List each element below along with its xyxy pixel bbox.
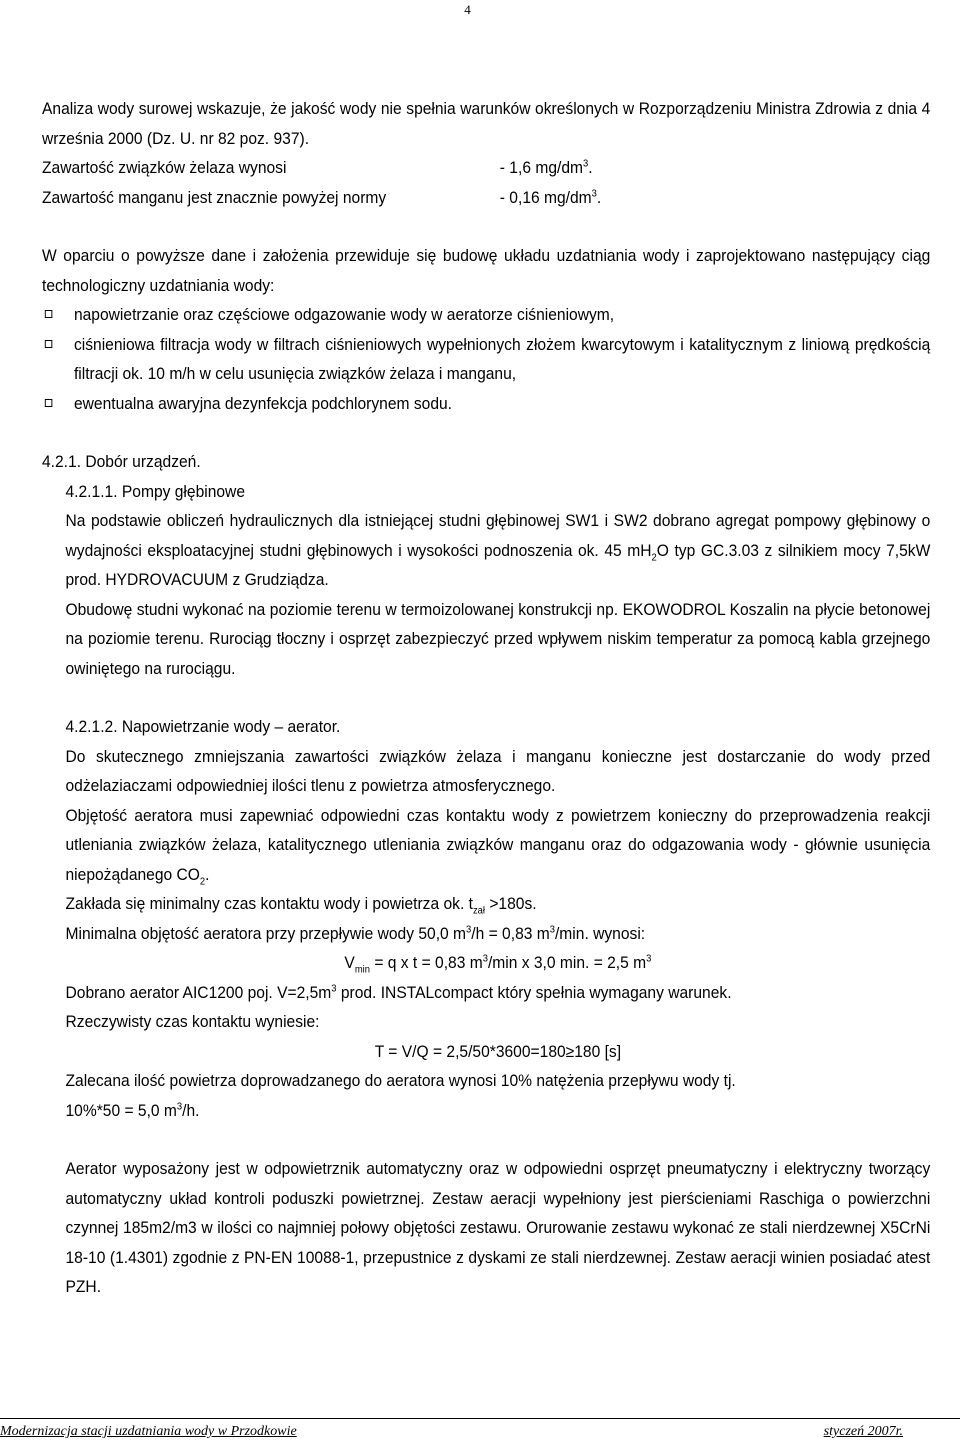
page-footer — [0, 1418, 960, 1439]
page-number: 4 — [464, 2, 471, 17]
footer-project-title: Modernizacja stacji uzdatniania wody w Przodkowie — [0, 1424, 297, 1439]
manganese-content-row — [42, 183, 930, 213]
intro-paragraph: Analiza wody surowej wskazuje, że jakość wody nie spełnia warunków określonych w Rozporządzeniu Ministra Zdrowia z dnia 4 września 2000 (Dz. U. nr 82 poz. 937). — [42, 99, 931, 148]
aerator-equipment-paragraph: Aerator wyposażony jest w odpowietrznik automatyczny oraz w odpowiedni osprzęt pneumatyczny i elektryczny tworzący automatyczny układ kontroli poduszki powietrznej. Zestaw aeracji wypełniony jest pierścieniami Raschiga o powierzchni czynnej 185m2/m3 w ilości co najmniej połowy objętości zestawu. Orurowanie zestawu wykonać ze stali nierdzewnej X5CrNi 18-10 (1.4301) zgodnie z PN-EN 10088-1, przepustnice z dyskami ze stali nierdzewnej. Zestaw aeracji winien posiadać atest PZH. — [65, 1159, 931, 1296]
min-volume-paragraph: Minimalna objętość aeratora przy przepływie wody 50,0 $m^3/h = 0,83$ $m^3/\min$. wynosi: — [65, 923, 646, 943]
section-heading-421: 4.2.1. Dobór urządzeń. — [42, 452, 201, 471]
manganese-value: - 0,16 $mg/dm^3$. — [499, 187, 602, 207]
checkbox-bullet-icon — [45, 399, 53, 407]
footer-date: styczeń 2007r. — [823, 1424, 903, 1439]
list-item: napowietrzanie oraz częściowe odgazowanie wody w aeratorze ciśnieniowym, — [42, 300, 930, 330]
min-volume-formula: $V_{min} = q$ x t = 0,83 $m^3/\min$ x 3,0 min. = 2,5 $m^3$ — [344, 953, 652, 976]
actual-time-paragraph: Rzeczywisty czas kontaktu wyniesie: — [65, 1012, 320, 1031]
process-steps-list — [42, 300, 930, 418]
selected-aerator-paragraph: Dobrano aerator AIC1200 poj. $V=2,5m^3$ prod. INSTALcompact który spełnia wymagany warunek. — [65, 982, 732, 1002]
aerator-purpose-paragraph: Do skutecznego zmniejszania zawartości związków żelaza i manganu konieczne jest dostarczanie do wody przed odżelaziaczami odpowiedniej ilości tlenu z powietrza atmosferycznego. — [65, 746, 931, 795]
iron-value: - 1,6 $mg/dm^3$. — [499, 158, 593, 177]
aerator-volume-paragraph: Objętość aeratora musi zapewniać odpowiedni czas kontaktu wody z powietrzem konieczny do przeprowadzenia reakcji utleniania związków żelaza, katalitycznego utleniania związków manganu oraz do odgazowania wody - głównie usunięcia niepożądanego $CO_2$. — [65, 805, 931, 887]
contact-time-paragraph: Zakłada się minimalny czas kontaktu wody i powietrza ok. $t_{zał} >180s$. — [65, 894, 537, 917]
pump-paragraph: Na podstawie obliczeń hydraulicznych dla istniejącej studni głębinowej SW1 i SW2 dobrano agregat pompowy głębinowy o wydajności eksploatacyjnej studni głębinowych i wysokości podnoszenia ok. 45 $mH_2O$ typ GC.3.03 z silnikiem mocy 7,5kW prod. HYDROVACUUM z Grudziądza. — [65, 511, 931, 589]
well-housing-paragraph: Obudowę studni wykonać na poziomie terenu w termoizolowanej konstrukcji np. EKOWODROL Koszalin na płycie betonowej na poziomie terenu. Rurociąg tłoczny i osprzęt zabezpieczyć przed wpływem niskim temperatur za pomocą kabla grzejnego owiniętego na rurociągu. — [65, 599, 931, 678]
list-item: ciśnieniowa filtracja wody w filtrach ciśnieniowych wypełnionych złożem kwarcytowym i katalitycznym z liniową prędkością filtracji ok. 10 m/h w celu usunięcia związków żelaza i manganu, — [42, 330, 930, 389]
section-heading-4212: 4.2.1.2. Napowietrzanie wody – aerator. — [65, 717, 341, 736]
iron-label: Zawartość związków żelaza wynosi — [42, 158, 287, 177]
process-intro: W oparciu o powyższe dane i założenia przewiduje się budowę układu uzdatniania wody i zaprojektowano następujący ciąg technologiczny uzdatniania wody: — [42, 246, 931, 295]
manganese-label: Zawartość manganu jest znacznie powyżej normy — [42, 187, 387, 207]
list-item: ewentualna awaryjna dezynfekcja podchlorynem sodu. — [42, 389, 930, 419]
air-amount-paragraph: Zalecana ilość powietrza doprowadzanego do aeratora wynosi 10% natężenia przepływu wody tj. — [65, 1071, 736, 1090]
iron-content-row — [42, 153, 930, 183]
document-body — [42, 94, 931, 1302]
air-amount-value: 10%*50 = 5,0 $m^3/h$. — [65, 1100, 200, 1120]
checkbox-bullet-icon — [45, 340, 53, 348]
section-heading-4211: 4.2.1.1. Pompy głębinowe — [65, 481, 245, 501]
checkbox-bullet-icon — [45, 310, 53, 318]
actual-time-formula: T = V/Q = 2,5/50*3600=180≥180 [s] — [374, 1041, 622, 1061]
